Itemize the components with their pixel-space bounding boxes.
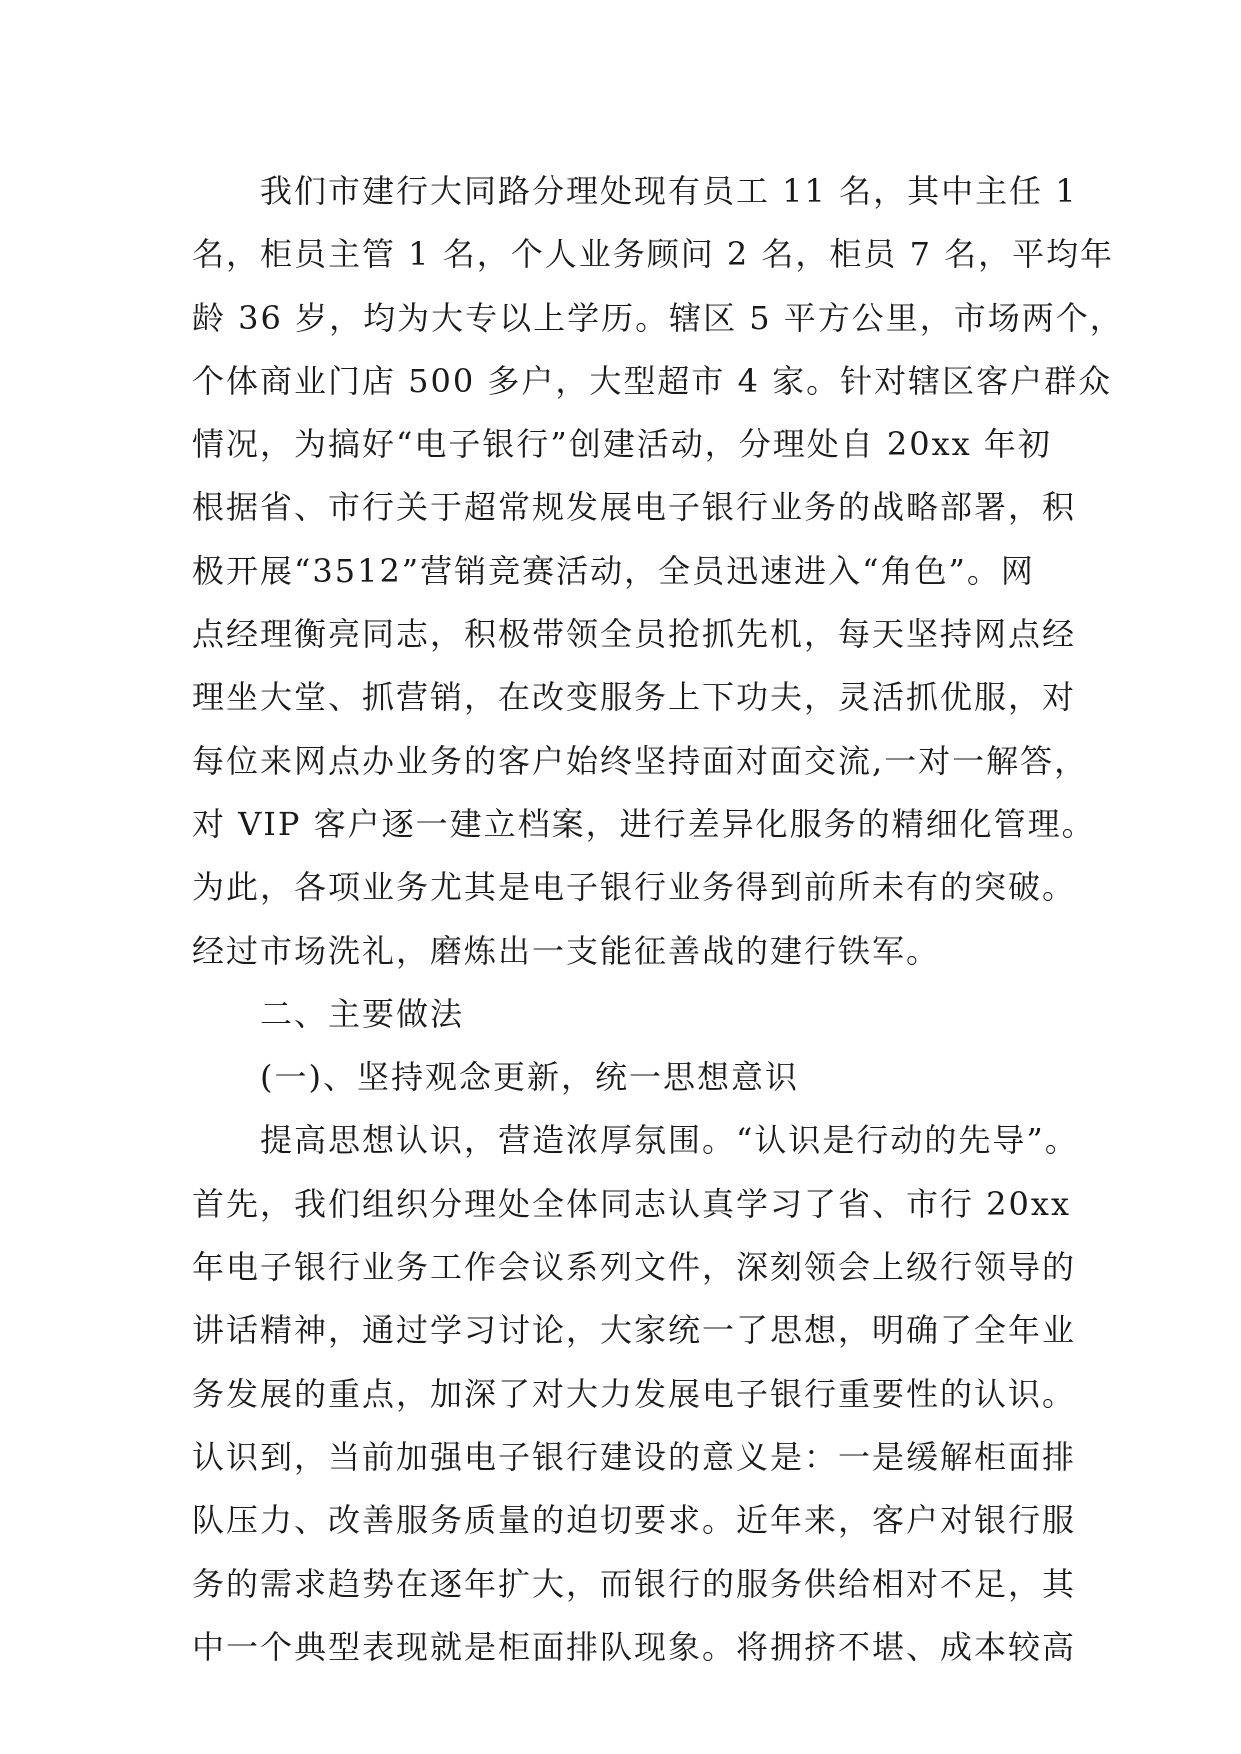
text-line: 极开展“3512”营销竞赛活动，全员迅速进入“角色”。网 xyxy=(192,551,1035,590)
text-line: 务发展的重点，加深了对大力发展电子银行重要性的认识。 xyxy=(192,1374,1077,1413)
text-line: 中一个典型表现就是柜面排队现象。将拥挤不堪、成本较高 xyxy=(192,1627,1077,1666)
text-line: 每位来网点办业务的客户始终坚持面对面交流,一对一解答， xyxy=(192,741,1089,780)
text-line: 首先，我们组织分理处全体同志认真学习了省、市行 20xx xyxy=(192,1184,1071,1223)
text-line: 名，柜员主管 1 名，个人业务顾问 2 名，柜员 7 名，平均年 xyxy=(192,235,1115,274)
text-line: 经过市场洗礼，磨炼出一支能征善战的建行铁军。 xyxy=(192,931,941,970)
text-line: 讲话精神，通过学习讨论，大家统一了思想，明确了全年业 xyxy=(192,1311,1077,1350)
text-line: 对 VIP 客户逐一建立档案，进行差异化服务的精细化管理。 xyxy=(192,804,1096,843)
text-line: 认识到，当前加强电子银行建设的意义是：一是缓解柜面排 xyxy=(192,1437,1077,1476)
text-line: 队压力、改善服务质量的迫切要求。近年来，客户对银行服 xyxy=(192,1501,1077,1540)
text-line: 我们市建行大同路分理处现有员工 11 名，其中主任 1 xyxy=(260,172,1078,210)
text-line: 情况，为搞好“电子银行”创建活动，分理处自 20xx 年初 xyxy=(192,425,1052,464)
text-line: 务的需求趋势在逐年扩大，而银行的服务供给相对不足，其 xyxy=(192,1564,1077,1603)
section-heading: 二、主要做法 xyxy=(260,994,465,1033)
text-line: 为此，各项业务尤其是电子银行业务得到前所未有的突破。 xyxy=(192,868,1077,907)
text-line: 点经理衡亮同志，积极带领全员抢抓先机，每天坚持网点经 xyxy=(192,615,1077,654)
text-line: 根据省、市行关于超常规发展电子银行业务的战略部署，积 xyxy=(192,488,1077,527)
text-line: 个体商业门店 500 多户，大型超市 4 家。针对辖区客户群众 xyxy=(192,361,1113,400)
document-body xyxy=(192,160,1124,1679)
text-line: 龄 36 岁，均为大专以上学历。辖区 5 平方公里，市场两个， xyxy=(192,298,1124,337)
text-line: 年电子银行业务工作会议系列文件，深刻领会上级行领导的 xyxy=(192,1248,1077,1287)
text-line: 理坐大堂、抓营销，在改变服务上下功夫，灵活抓优服，对 xyxy=(192,678,1077,717)
text-line: 提高思想认识，营造浓厚氛围。“认识是行动的先导”。 xyxy=(260,1121,1079,1160)
subsection-heading: (一)、坚持观念更新，统一思想意识 xyxy=(260,1058,799,1097)
